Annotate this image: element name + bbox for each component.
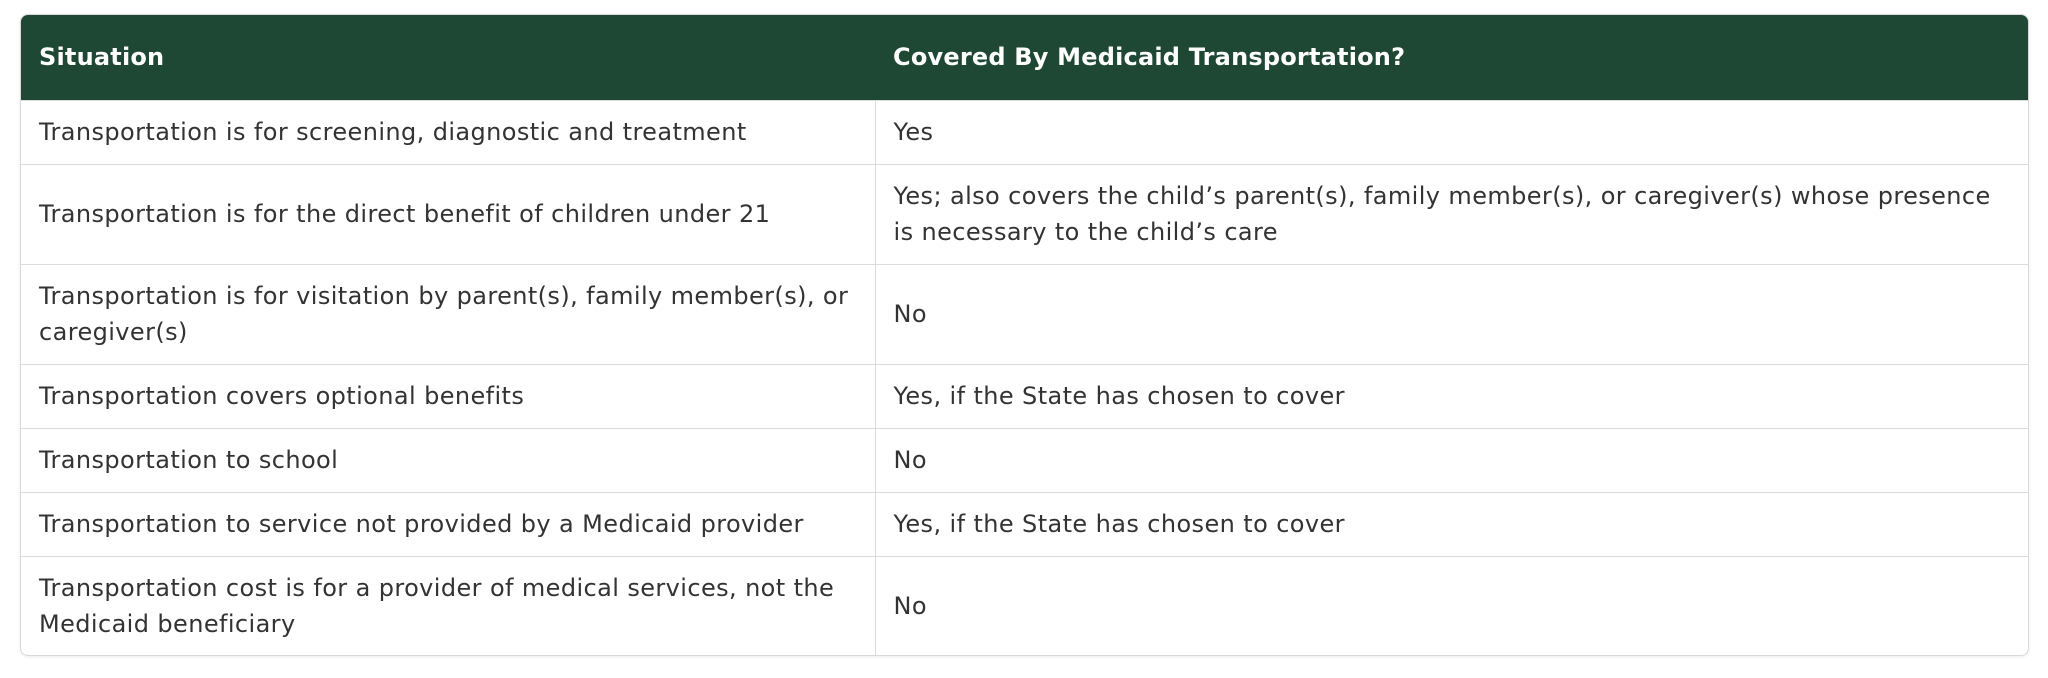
cell-covered: No [875,264,2028,364]
cell-covered: Yes, if the State has chosen to cover [875,364,2028,428]
cell-situation: Transportation covers optional benefits [21,364,875,428]
coverage-table [21,15,2028,656]
cell-covered: Yes [875,100,2028,164]
cell-covered: Yes; also covers the child’s parent(s), family member(s), or caregiver(s) whose presence is necessary to the child’s care [875,164,2028,264]
header-situation: Situation [39,43,165,72]
table-row [21,164,2028,264]
table-header [21,15,2028,100]
table-body [21,100,2028,656]
header-covered: Covered By Medicaid Transportation? [893,43,1406,72]
cell-covered: No [875,556,2028,656]
table-row [21,364,2028,428]
table-row [21,264,2028,364]
cell-covered: Yes, if the State has chosen to cover [875,492,2028,556]
header-row [21,15,2028,100]
medicaid-transportation-table [20,14,2029,656]
table-row [21,492,2028,556]
cell-covered: No [875,428,2028,492]
cell-situation: Transportation is for screening, diagnostic and treatment [21,100,875,164]
cell-situation: Transportation is for visitation by parent(s), family member(s), or caregiver(s) [21,264,875,364]
table-row [21,100,2028,164]
table-row [21,428,2028,492]
cell-situation: Transportation is for the direct benefit of children under 21 [21,164,875,264]
cell-situation: Transportation cost is for a provider of medical services, not the Medicaid beneficiary [21,556,875,656]
cell-situation: Transportation to school [21,428,875,492]
cell-situation: Transportation to service not provided by a Medicaid provider [21,492,875,556]
table-row [21,556,2028,656]
